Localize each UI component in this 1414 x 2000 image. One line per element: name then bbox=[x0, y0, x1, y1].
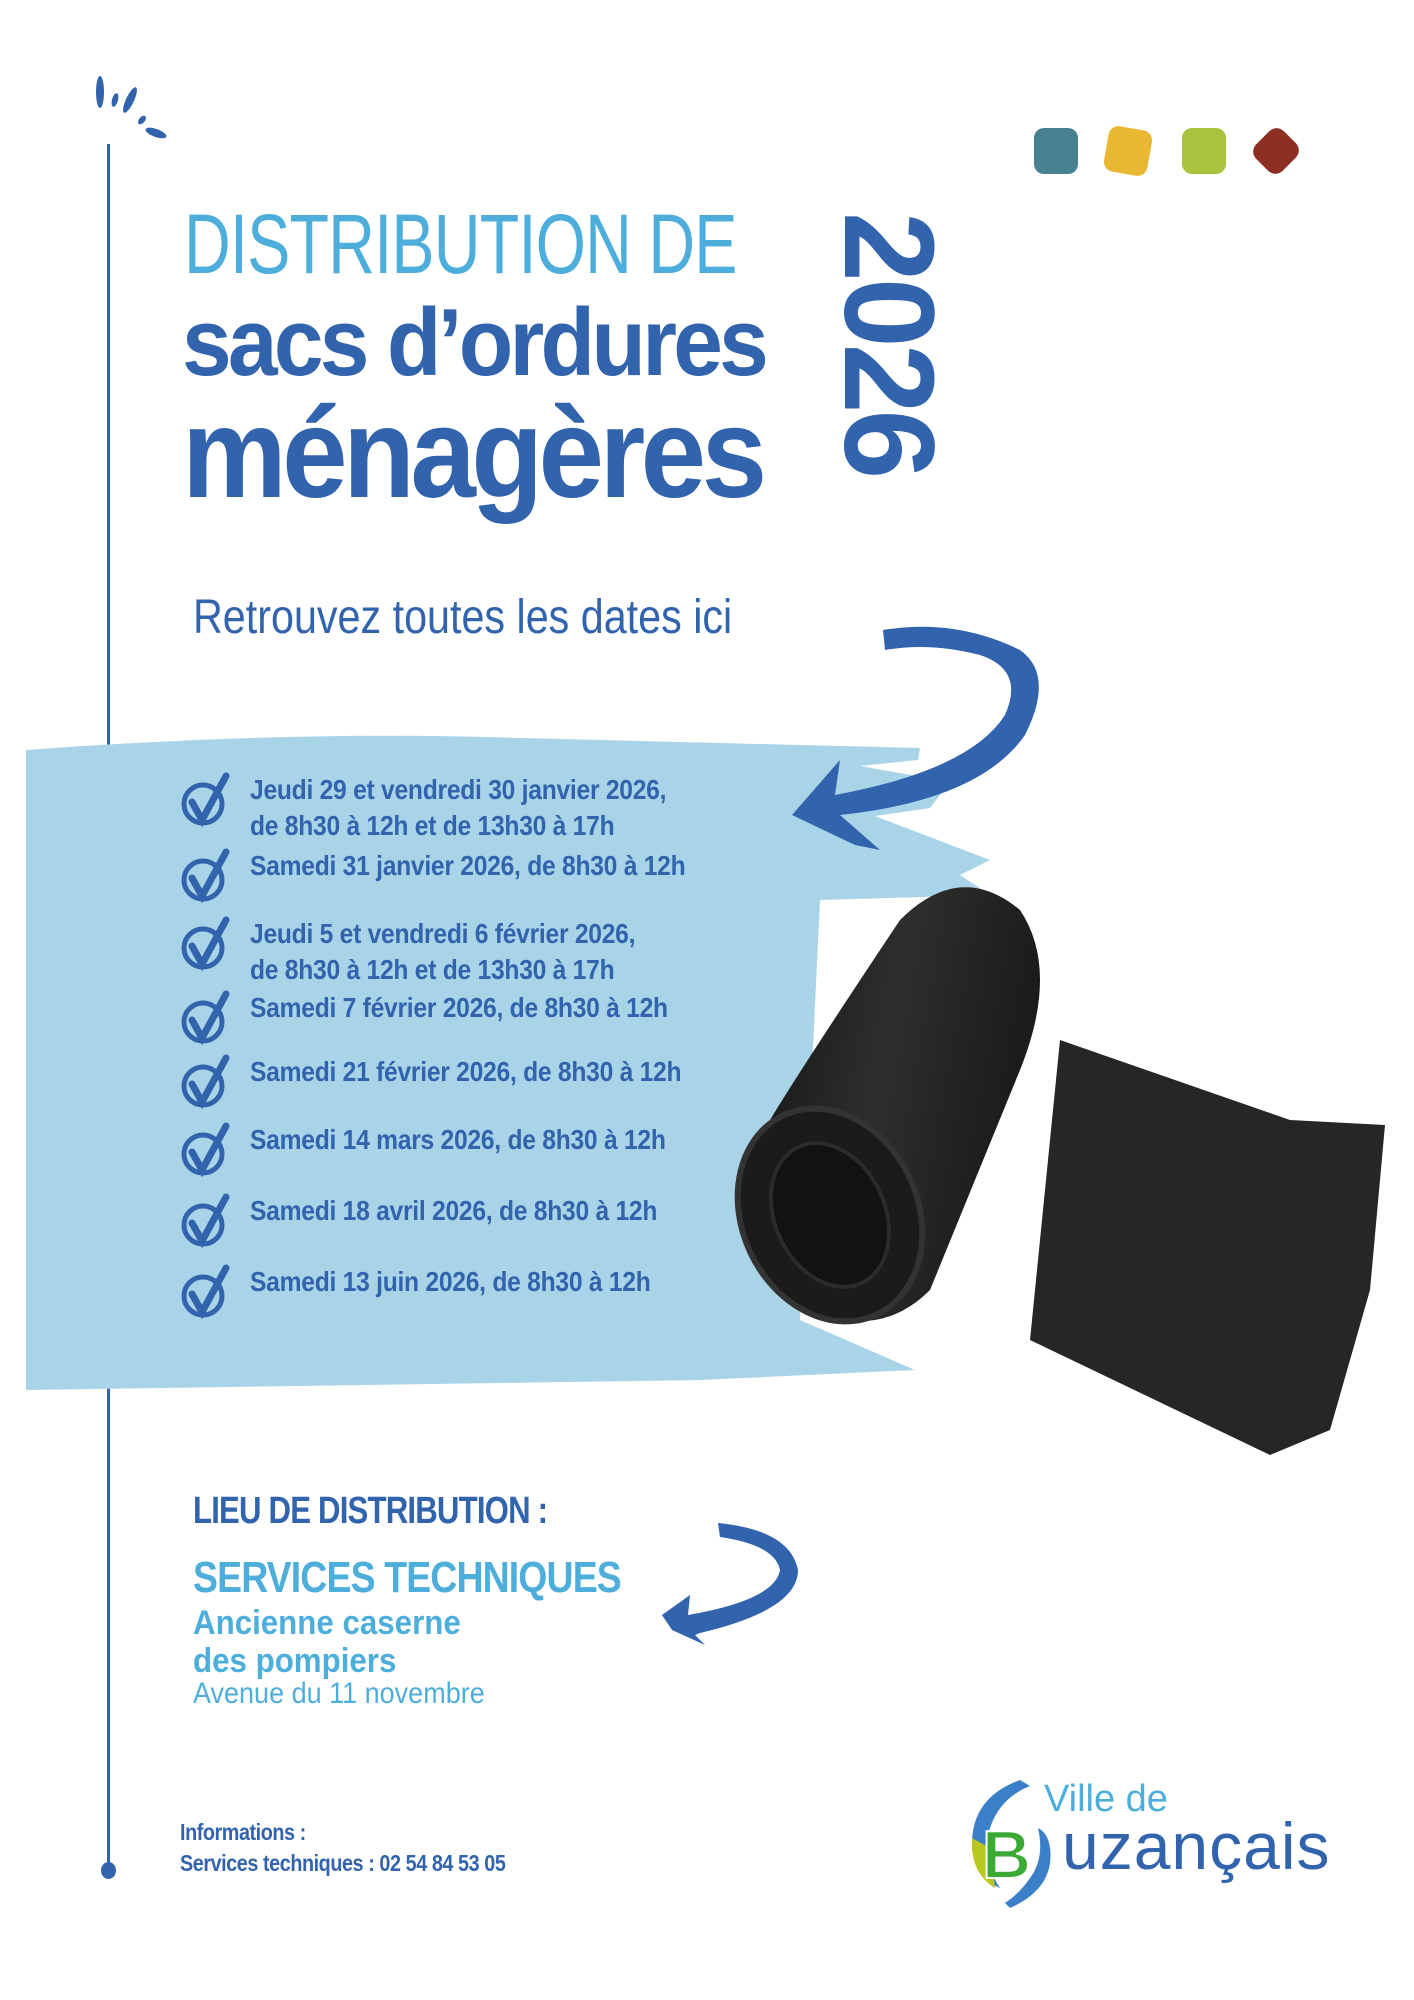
color-square-green bbox=[1182, 128, 1226, 174]
location-heading: LIEU DE DISTRIBUTION : bbox=[193, 1490, 548, 1532]
date-item: Samedi 14 mars 2026, de 8h30 à 12h bbox=[180, 1122, 722, 1178]
logo-prefix: Ville de bbox=[1044, 1778, 1168, 1820]
date-item: Samedi 18 avril 2026, de 8h30 à 12h bbox=[180, 1193, 713, 1249]
subtitle: Retrouvez toutes les dates ici bbox=[193, 591, 733, 644]
checkmark-icon bbox=[180, 1264, 232, 1320]
checkmark-icon bbox=[180, 848, 232, 904]
svg-text:B: B bbox=[982, 1817, 1032, 1893]
arrow-to-location-icon bbox=[650, 1515, 810, 1645]
buzancais-logo bbox=[960, 1778, 1340, 1910]
color-square-red bbox=[1249, 124, 1303, 178]
date-item: Samedi 31 janvier 2026, de 8h30 à 12h bbox=[180, 848, 745, 904]
title-line-3: ménagères bbox=[182, 382, 763, 525]
timeline-dot bbox=[101, 1862, 116, 1879]
date-item: Samedi 13 juin 2026, de 8h30 à 12h bbox=[180, 1264, 705, 1320]
date-item: Samedi 7 février 2026, de 8h30 à 12h bbox=[180, 990, 725, 1046]
checkmark-icon bbox=[180, 772, 232, 828]
arrow-to-dates-icon bbox=[780, 610, 1040, 850]
title-line-2: sacs d’ordures bbox=[182, 289, 766, 396]
date-item: Jeudi 5 et vendredi 6 février 2026, de 8h30 à 12h et de 13h30 à 17h bbox=[180, 916, 688, 988]
color-square-yellow bbox=[1102, 125, 1153, 178]
checkmark-icon bbox=[180, 990, 232, 1046]
checkmark-icon bbox=[180, 916, 232, 972]
checkmark-icon bbox=[180, 1193, 232, 1249]
checkmark-icon bbox=[180, 1122, 232, 1178]
phone-contact: Services techniques : 02 54 84 53 05 bbox=[180, 1850, 506, 1876]
year-vertical: 2026 bbox=[817, 212, 960, 476]
color-square-teal bbox=[1034, 128, 1078, 174]
logo-name: uzançais bbox=[1062, 1809, 1331, 1883]
checkmark-icon bbox=[180, 1054, 232, 1110]
location-address: Avenue du 11 novembre bbox=[193, 1677, 485, 1710]
date-item: Jeudi 29 et vendredi 30 janvier 2026, de 8h30 à 12h et de 13h30 à 17h bbox=[180, 772, 723, 844]
sparkle-icon bbox=[90, 70, 180, 145]
info-block: Informations : Services techniques : 02 54 84 53 05 bbox=[180, 1817, 505, 1879]
location-place: Ancienne caserne des pompiers bbox=[193, 1604, 461, 1680]
date-item: Samedi 21 février 2026, de 8h30 à 12h bbox=[180, 1054, 740, 1110]
location-name: SERVICES TECHNIQUES bbox=[193, 1553, 621, 1602]
title-line-1: DISTRIBUTION DE bbox=[184, 197, 737, 291]
trash-bag-roll-image bbox=[730, 870, 1410, 1470]
